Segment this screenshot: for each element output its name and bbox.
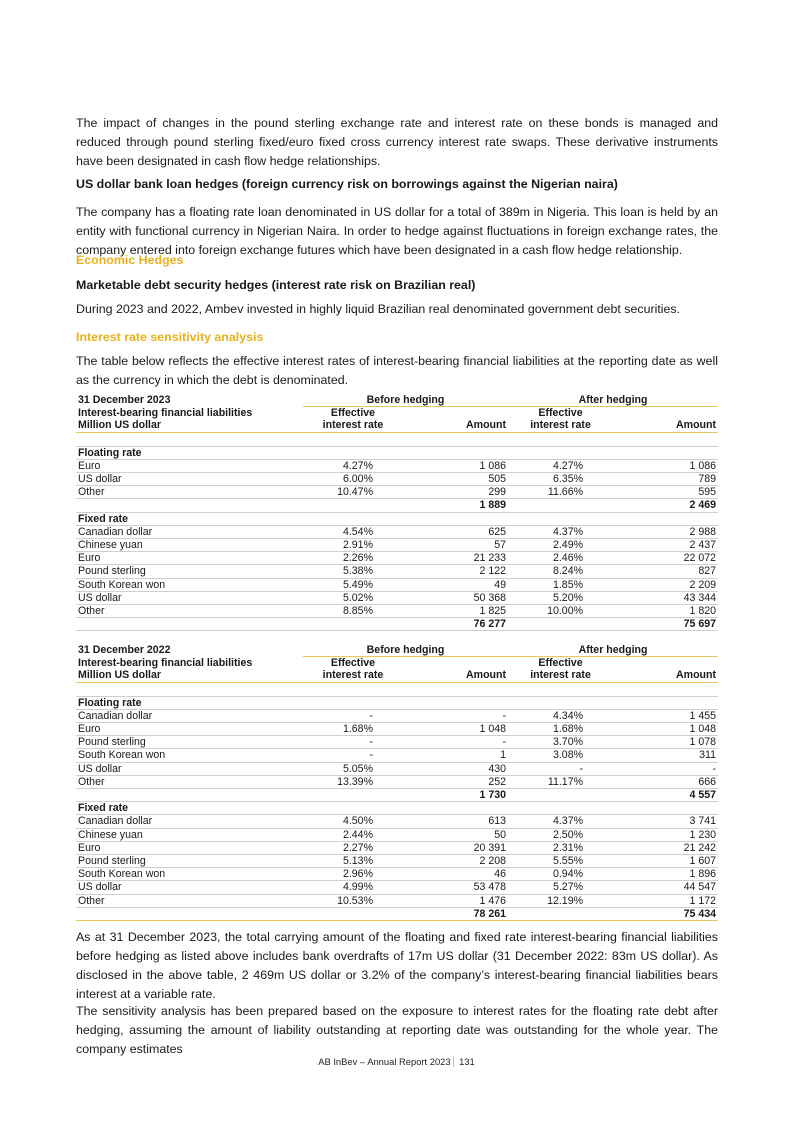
effective-label: Effective xyxy=(330,407,376,420)
cell-after-rate: 4.37% xyxy=(508,525,613,538)
cell-currency: US dollar xyxy=(76,762,303,775)
cell-before-rate: 8.85% xyxy=(303,605,403,618)
fixed-rows-2022 xyxy=(76,815,718,907)
cell-currency: Chinese yuan xyxy=(76,539,303,552)
liabilities-label: Interest-bearing financial liabilities xyxy=(78,406,253,419)
cell-before-rate: 4.99% xyxy=(303,881,403,894)
cell-currency: Other xyxy=(76,894,303,907)
heading-marketable-debt: Marketable debt security hedges (interest rate risk on Brazilian real) xyxy=(76,278,476,292)
table-row xyxy=(76,736,718,749)
cell-after-amount: 1 820 xyxy=(613,605,718,618)
cell-before-rate: - xyxy=(303,709,403,722)
table-row xyxy=(76,473,718,486)
cell-after-amount: 1 086 xyxy=(613,459,718,472)
after-hedging-header: After hedging xyxy=(508,644,718,657)
cell-before-amount: 53 478 xyxy=(403,881,508,894)
before-hedging-header: Before hedging xyxy=(303,394,508,407)
cell-before-rate: 10.47% xyxy=(303,486,403,499)
cell-before-amount: 1 476 xyxy=(403,894,508,907)
effective-label: Effective xyxy=(330,657,376,670)
unit-label: Million US dollar xyxy=(76,669,303,682)
cell-after-amount: 21 242 xyxy=(613,841,718,854)
cell-before-amount: - xyxy=(403,736,508,749)
paragraph-ambev: During 2023 and 2022, Ambev invested in highly liquid Brazilian real denominated government debt securities. xyxy=(76,302,681,316)
cell-after-rate: 5.20% xyxy=(508,591,613,604)
page-number: 131 xyxy=(459,1056,475,1067)
cell-currency: South Korean won xyxy=(76,868,303,881)
table-row xyxy=(76,775,718,788)
cell-after-amount: 2 988 xyxy=(613,525,718,538)
table-2023 xyxy=(76,394,718,631)
table-row xyxy=(76,525,718,538)
table-row xyxy=(76,565,718,578)
cell-currency: Canadian dollar xyxy=(76,525,303,538)
cell-currency: Pound sterling xyxy=(76,565,303,578)
cell-currency: Euro xyxy=(76,459,303,472)
effective-label: Effective xyxy=(538,407,583,420)
table-date: 31 December 2023 xyxy=(78,394,171,407)
cell-after-rate: 5.55% xyxy=(508,855,613,868)
cell-before-amount: 2 208 xyxy=(403,855,508,868)
page-footer xyxy=(0,1056,793,1067)
table-row xyxy=(76,591,718,604)
cell-before-rate: 4.50% xyxy=(303,815,403,828)
cell-after-rate: 8.24% xyxy=(508,565,613,578)
table-row xyxy=(76,539,718,552)
cell-after-amount: 22 072 xyxy=(613,552,718,565)
table-row xyxy=(76,578,718,591)
cell-before-rate: - xyxy=(303,736,403,749)
before-hedging-header: Before hedging xyxy=(303,644,508,657)
cell-before-rate: 5.05% xyxy=(303,762,403,775)
cell-before-rate: 2.44% xyxy=(303,828,403,841)
interest-rate-label: interest rate xyxy=(508,419,613,432)
cell-before-amount: 57 xyxy=(403,539,508,552)
paragraph-table-intro: The table below reflects the effective interest rates of interest-bearing financial liabilities at the reporting date as well as the currency in which the debt is denominated. xyxy=(76,354,718,387)
cell-before-amount: 49 xyxy=(403,578,508,591)
unit-label: Million US dollar xyxy=(76,419,303,432)
cell-after-rate: 4.27% xyxy=(508,459,613,472)
amount-label: Amount xyxy=(613,419,718,432)
amount-label: Amount xyxy=(403,419,508,432)
cell-before-rate: 6.00% xyxy=(303,473,403,486)
cell-currency: Euro xyxy=(76,552,303,565)
cell-before-rate: 5.38% xyxy=(303,565,403,578)
floating-rows-2023 xyxy=(76,459,718,499)
cell-after-rate: 1.85% xyxy=(508,578,613,591)
floating-total-row: 1 889 2 469 xyxy=(76,499,718,512)
cell-after-rate: 1.68% xyxy=(508,723,613,736)
table-2022 xyxy=(76,644,718,921)
cell-before-rate: 4.27% xyxy=(303,459,403,472)
table-row xyxy=(76,723,718,736)
effective-label: Effective xyxy=(538,657,583,670)
cell-before-rate: 5.13% xyxy=(303,855,403,868)
footer-title: AB InBev – Annual Report 2023 xyxy=(318,1056,451,1067)
cell-after-amount: 1 607 xyxy=(613,855,718,868)
cell-before-amount: 1 xyxy=(403,749,508,762)
cell-currency: US dollar xyxy=(76,881,303,894)
table-row xyxy=(76,815,718,828)
table-row xyxy=(76,894,718,907)
cell-after-amount: 1 455 xyxy=(613,709,718,722)
cell-after-rate: 11.66% xyxy=(508,486,613,499)
cell-before-rate: 2.91% xyxy=(303,539,403,552)
amount-label: Amount xyxy=(403,669,508,682)
cell-before-amount: 252 xyxy=(403,775,508,788)
cell-after-rate: 12.19% xyxy=(508,894,613,907)
cell-after-rate: 2.49% xyxy=(508,539,613,552)
cell-after-amount: 43 344 xyxy=(613,591,718,604)
cell-after-rate: 2.46% xyxy=(508,552,613,565)
paragraph-nigeria-loan: The company has a floating rate loan denominated in US dollar for a total of 389m in Nigeria. This loan is held by an entity with functional currency in Nigerian Naira. In order to hedge against fluctuations in foreign exchange rates, the company entered into foreign exchange futures which have been designated in a cash flow hedge relationship. xyxy=(76,205,718,257)
paragraph-bond-impact: The impact of changes in the pound sterling exchange rate and interest rate on these bonds is managed and reduced through pound sterling fixed/euro fixed cross currency interest rate swaps. These derivative instruments have been designated in cash flow hedge relationships. xyxy=(76,116,718,168)
cell-after-amount: 1 172 xyxy=(613,894,718,907)
liabilities-label: Interest-bearing financial liabilities xyxy=(78,656,253,669)
table-row xyxy=(76,828,718,841)
table-row xyxy=(76,486,718,499)
cell-before-amount: - xyxy=(403,709,508,722)
table-date: 31 December 2022 xyxy=(78,644,171,657)
fixed-total-row: 78 261 75 434 xyxy=(76,907,718,920)
cell-currency: Chinese yuan xyxy=(76,828,303,841)
cell-after-amount: 2 437 xyxy=(613,539,718,552)
heading-economic-hedges: Economic Hedges xyxy=(76,253,184,267)
cell-after-rate: 11.17% xyxy=(508,775,613,788)
cell-before-rate: 1.68% xyxy=(303,723,403,736)
cell-after-amount: 595 xyxy=(613,486,718,499)
cell-before-rate: 2.96% xyxy=(303,868,403,881)
cell-after-amount: 789 xyxy=(613,473,718,486)
cell-after-rate: 5.27% xyxy=(508,881,613,894)
cell-currency: Other xyxy=(76,605,303,618)
cell-before-amount: 50 xyxy=(403,828,508,841)
table-row xyxy=(76,881,718,894)
cell-after-rate: 0.94% xyxy=(508,868,613,881)
table-row xyxy=(76,459,718,472)
fixed-total-row: 76 277 75 697 xyxy=(76,618,718,631)
after-hedging-header: After hedging xyxy=(508,394,718,407)
cell-before-amount: 1 086 xyxy=(403,459,508,472)
floating-total-row: 1 730 4 557 xyxy=(76,789,718,802)
cell-before-rate: 2.27% xyxy=(303,841,403,854)
cell-before-rate: 5.02% xyxy=(303,591,403,604)
table-row xyxy=(76,841,718,854)
section-fixed-rate: Fixed rate xyxy=(76,512,303,525)
cell-after-amount: 827 xyxy=(613,565,718,578)
heading-us-dollar-loan-hedges: US dollar bank loan hedges (foreign currency risk on borrowings against the Nigerian naira) xyxy=(76,177,618,191)
floating-rows-2022 xyxy=(76,709,718,788)
cell-after-amount: 44 547 xyxy=(613,881,718,894)
cell-after-rate: 10.00% xyxy=(508,605,613,618)
cell-after-amount: 1 078 xyxy=(613,736,718,749)
cell-after-rate: 6.35% xyxy=(508,473,613,486)
cell-after-amount: 666 xyxy=(613,775,718,788)
footer-divider xyxy=(453,1056,455,1067)
cell-after-rate: 3.08% xyxy=(508,749,613,762)
cell-before-amount: 625 xyxy=(403,525,508,538)
cell-after-amount: 3 741 xyxy=(613,815,718,828)
section-fixed-rate: Fixed rate xyxy=(76,802,303,815)
cell-before-amount: 46 xyxy=(403,868,508,881)
cell-after-amount: - xyxy=(613,762,718,775)
paragraph-overdrafts: As at 31 December 2023, the total carrying amount of the floating and fixed rate interest-bearing financial liabilities before hedging as listed above includes bank overdrafts of 17m US dollar (31 December 2022: 83m US dollar). As disclosed in the above table, 2 469m US dollar or 3.2% of the company’s interest-bearing financial liabilities bears interest at a variable rate. xyxy=(76,930,718,1001)
amount-label: Amount xyxy=(613,669,718,682)
cell-before-rate: 10.53% xyxy=(303,894,403,907)
cell-currency: Euro xyxy=(76,841,303,854)
cell-before-rate: 4.54% xyxy=(303,525,403,538)
table-row xyxy=(76,855,718,868)
cell-before-amount: 430 xyxy=(403,762,508,775)
cell-currency: Pound sterling xyxy=(76,855,303,868)
paragraph-sensitivity-method: The sensitivity analysis has been prepared based on the exposure to interest rates for the floating rate debt after hedging, assuming the amount of liability outstanding at reporting date was outstanding for the whole year. The company estimates xyxy=(76,1004,718,1056)
cell-currency: South Korean won xyxy=(76,578,303,591)
cell-before-amount: 2 122 xyxy=(403,565,508,578)
cell-after-rate: 2.50% xyxy=(508,828,613,841)
cell-after-amount: 2 209 xyxy=(613,578,718,591)
cell-after-rate: 4.34% xyxy=(508,709,613,722)
table-header-row xyxy=(76,394,718,407)
cell-currency: US dollar xyxy=(76,473,303,486)
cell-currency: Other xyxy=(76,775,303,788)
cell-before-rate: 5.49% xyxy=(303,578,403,591)
cell-before-amount: 1 825 xyxy=(403,605,508,618)
cell-before-amount: 613 xyxy=(403,815,508,828)
table-row xyxy=(76,868,718,881)
table-row xyxy=(76,749,718,762)
cell-before-amount: 1 048 xyxy=(403,723,508,736)
cell-after-rate: - xyxy=(508,762,613,775)
table-row xyxy=(76,552,718,565)
cell-before-rate: 13.39% xyxy=(303,775,403,788)
section-floating-rate: Floating rate xyxy=(76,696,303,709)
interest-rate-label: interest rate xyxy=(303,419,403,432)
heading-interest-rate-sensitivity: Interest rate sensitivity analysis xyxy=(76,330,264,344)
cell-before-amount: 299 xyxy=(403,486,508,499)
cell-after-amount: 1 896 xyxy=(613,868,718,881)
cell-before-rate: 2.26% xyxy=(303,552,403,565)
interest-rate-label: interest rate xyxy=(303,669,403,682)
table-row xyxy=(76,605,718,618)
section-floating-rate: Floating rate xyxy=(76,446,303,459)
cell-currency: Canadian dollar xyxy=(76,709,303,722)
cell-after-amount: 1 048 xyxy=(613,723,718,736)
cell-after-rate: 4.37% xyxy=(508,815,613,828)
cell-currency: Pound sterling xyxy=(76,736,303,749)
cell-currency: Canadian dollar xyxy=(76,815,303,828)
table-row xyxy=(76,709,718,722)
interest-rate-label: interest rate xyxy=(508,669,613,682)
cell-before-amount: 50 368 xyxy=(403,591,508,604)
cell-currency: US dollar xyxy=(76,591,303,604)
cell-before-amount: 20 391 xyxy=(403,841,508,854)
cell-currency: Other xyxy=(76,486,303,499)
cell-after-amount: 1 230 xyxy=(613,828,718,841)
cell-after-rate: 2.31% xyxy=(508,841,613,854)
fixed-rows-2023 xyxy=(76,525,718,617)
cell-before-amount: 21 233 xyxy=(403,552,508,565)
cell-before-amount: 505 xyxy=(403,473,508,486)
cell-currency: South Korean won xyxy=(76,749,303,762)
cell-before-rate: - xyxy=(303,749,403,762)
cell-after-amount: 311 xyxy=(613,749,718,762)
table-row xyxy=(76,762,718,775)
cell-currency: Euro xyxy=(76,723,303,736)
cell-after-rate: 3.70% xyxy=(508,736,613,749)
